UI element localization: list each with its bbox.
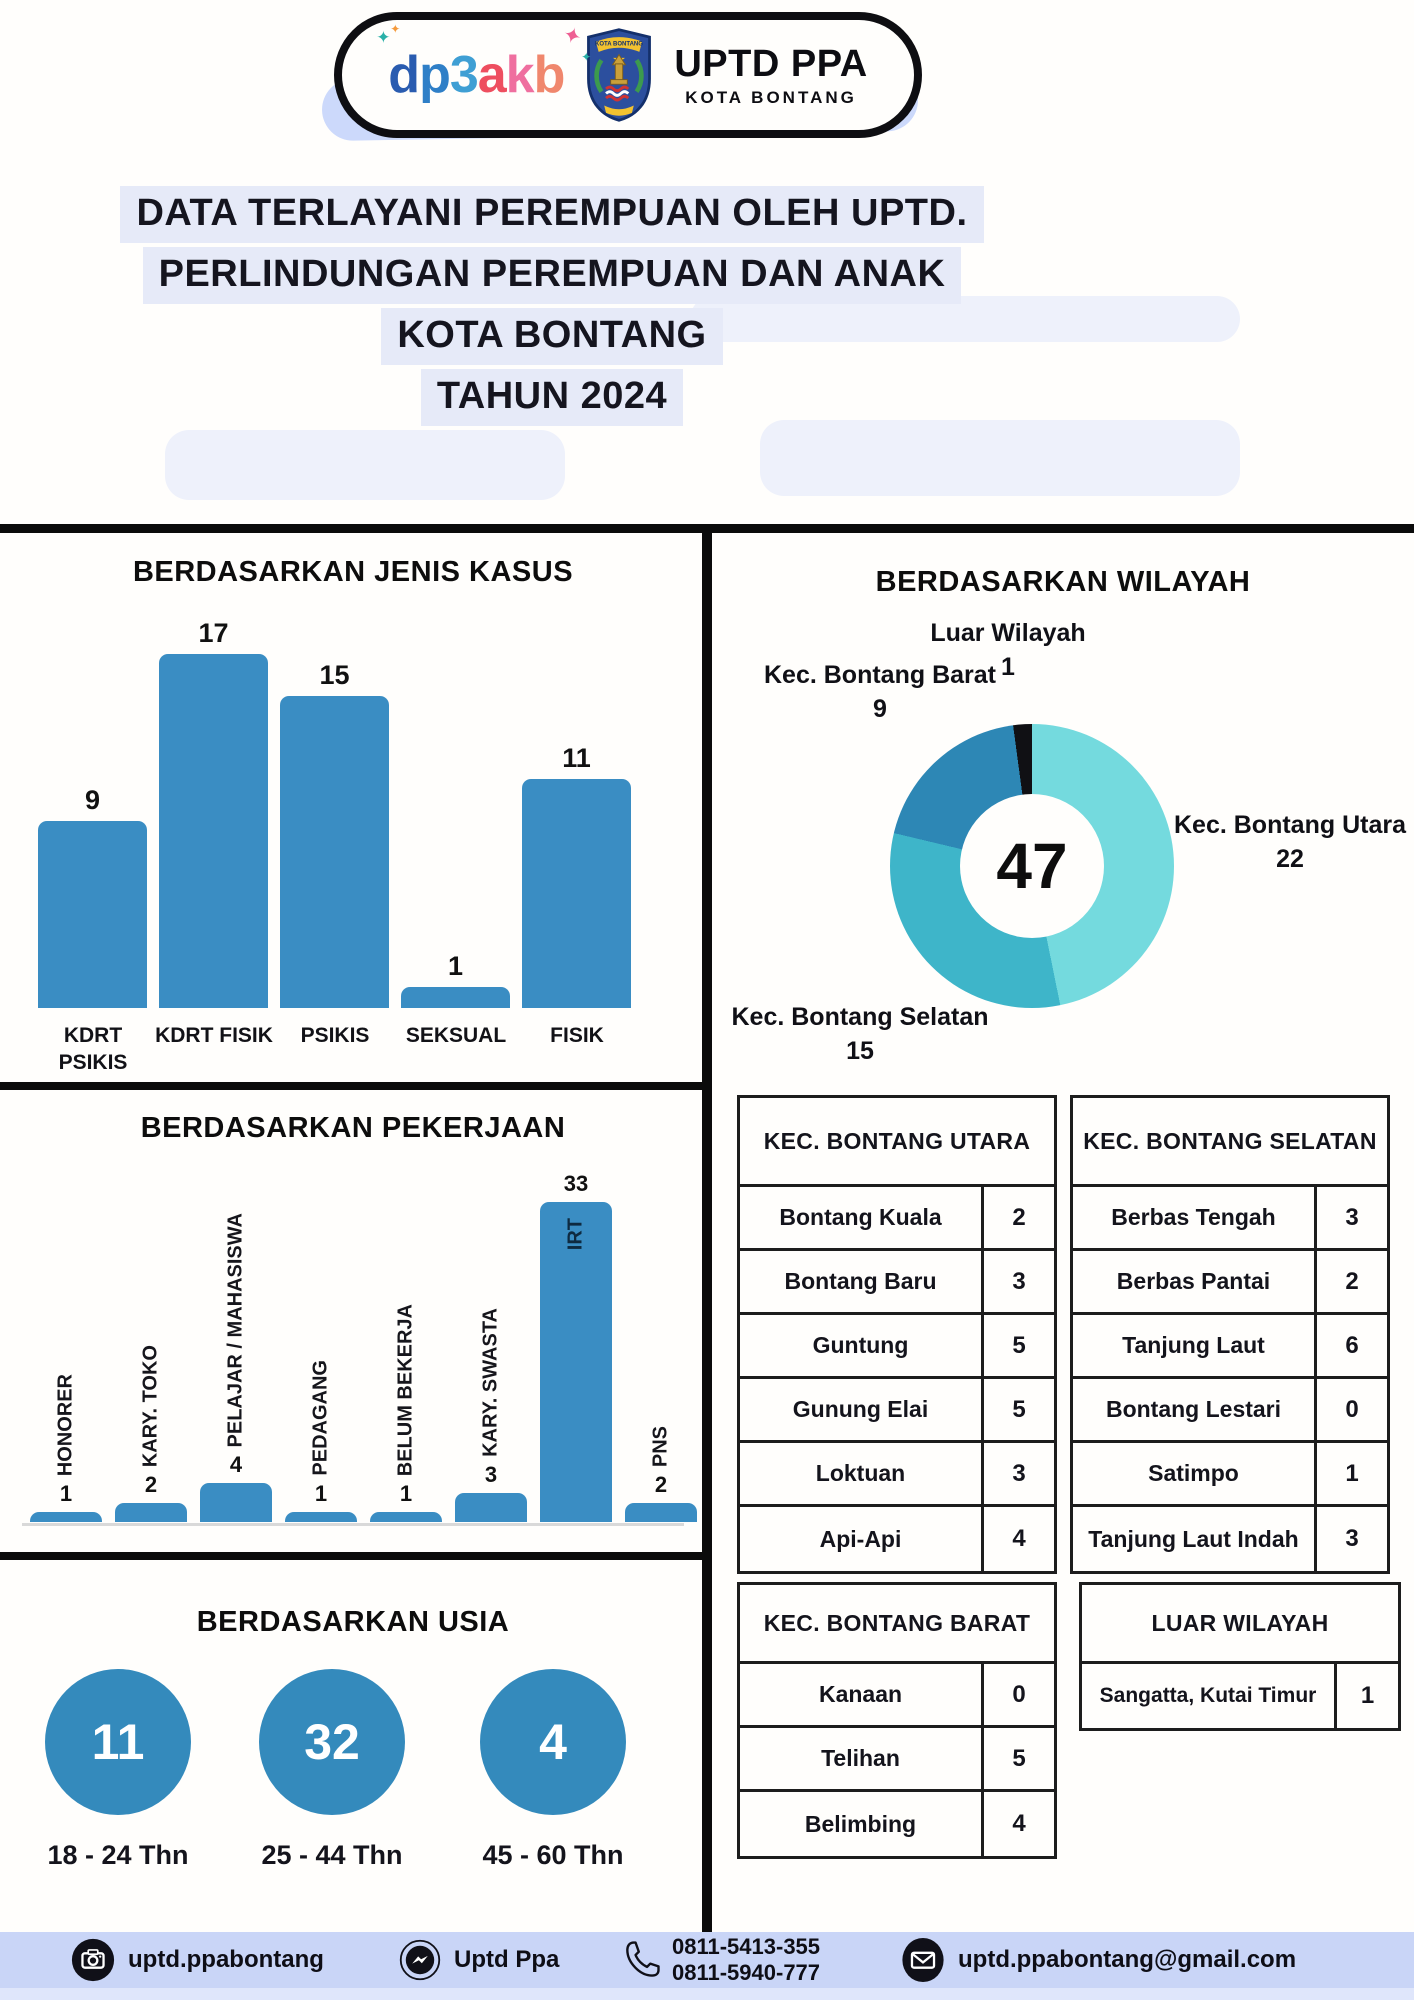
phone-number-2: 0811-5940-777 — [672, 1960, 821, 1985]
row-value: 5 — [981, 1379, 1054, 1440]
table-row — [740, 1443, 1054, 1507]
org-name: UPTD PPA — [674, 42, 868, 85]
table-row — [740, 1251, 1054, 1315]
slice-value: 15 — [846, 1037, 874, 1065]
row-name: Tanjung Laut — [1122, 1332, 1265, 1358]
table-bontang-selatan — [1070, 1095, 1390, 1574]
wilayah-title: BERDASARKAN WILAYAH — [875, 566, 1251, 598]
bar-pns — [625, 1425, 697, 1522]
bar-label: KARY. TOKO — [139, 1344, 162, 1467]
table-row — [740, 1315, 1054, 1379]
instagram-camera-icon — [70, 1937, 116, 1983]
title-deco-strip — [165, 430, 565, 500]
row-name: Telihan — [821, 1745, 900, 1771]
row-name: Kanaan — [818, 1681, 903, 1707]
axis-label: KDRT PSIKIS — [58, 1024, 128, 1074]
table-row — [740, 1379, 1054, 1443]
table-title: LUAR WILAYAH — [1082, 1585, 1398, 1664]
bar-value: 33 — [563, 1171, 589, 1196]
row-value: 3 — [1314, 1187, 1387, 1248]
bar-label: HONORER — [54, 1373, 77, 1476]
bar-kdrt-fisik — [159, 618, 268, 1008]
footer-bottom-strip — [0, 1988, 1414, 2000]
sparkle-icon: ✦ — [559, 20, 584, 51]
table-row — [740, 1664, 1054, 1728]
brand-letter: k — [505, 46, 534, 104]
brand-letter: b — [533, 46, 565, 104]
bar-value: 2 — [144, 1472, 158, 1497]
brand-letter: 3 — [449, 46, 478, 104]
row-value: 3 — [981, 1443, 1054, 1504]
bar-belum-bekerja — [370, 1303, 442, 1522]
row-name: Berbas Tengah — [1111, 1204, 1276, 1230]
axis-label: FISIK — [550, 1024, 604, 1047]
table-luar-wilayah — [1079, 1582, 1401, 1731]
bar-fisik — [522, 743, 631, 1008]
row-value: 3 — [1314, 1507, 1387, 1571]
kota-bontang-emblem-icon — [582, 26, 656, 124]
brand-letter: p — [419, 46, 450, 104]
table-row — [740, 1507, 1054, 1571]
emblem-banner-text: KOTA BONTANG — [595, 41, 644, 48]
sparkle-icon: ✦ — [376, 28, 390, 47]
vertical-divider-line — [702, 524, 712, 1934]
email-address: uptd.ppabontang@gmail.com — [958, 1946, 1297, 1973]
usia-value: 4 — [539, 1714, 567, 1770]
usia-value: 32 — [304, 1714, 360, 1770]
table-bontang-barat — [737, 1582, 1057, 1859]
row-value: 0 — [981, 1664, 1054, 1725]
table-row — [1073, 1507, 1387, 1571]
title-line-4: TAHUN 2024 — [421, 369, 683, 426]
phone-icon — [620, 1938, 664, 1982]
bar-value: 4 — [229, 1452, 243, 1477]
row-name: Bontang Kuala — [779, 1204, 942, 1230]
org-title-block — [674, 42, 868, 107]
slice-label: Kec. Bontang Selatan — [731, 1003, 989, 1031]
bar-value: 3 — [484, 1462, 498, 1487]
table-row — [740, 1792, 1054, 1856]
org-subtitle: KOTA BONTANG — [685, 87, 857, 107]
usia-circle — [480, 1669, 626, 1815]
row-value: 4 — [981, 1507, 1054, 1571]
jenis-kasus-title: BERDASARKAN JENIS KASUS — [132, 556, 574, 588]
row-name: Api-Api — [819, 1525, 902, 1552]
usia-range-label: 18 - 24 Thn — [47, 1840, 189, 1870]
left-divider-line-1 — [0, 1082, 712, 1090]
usia-title: BERDASARKAN USIA — [196, 1606, 510, 1638]
table-row — [1073, 1251, 1387, 1315]
bar-value: 9 — [84, 785, 101, 815]
sparkle-icon: ✦ — [390, 22, 400, 36]
jenis-kasus-chart — [0, 610, 706, 1008]
bar-value: 2 — [654, 1472, 668, 1497]
pekerjaan-title: BERDASARKAN PEKERJAAN — [140, 1112, 566, 1144]
usia-value: 11 — [91, 1714, 145, 1770]
slice-label: Kec. Bontang Barat — [764, 661, 996, 689]
dp3akb-wordmark — [376, 20, 591, 104]
bar-kary-swasta — [455, 1308, 527, 1522]
row-value: 2 — [981, 1187, 1054, 1248]
usia-circle — [259, 1669, 405, 1815]
bar-seksual — [401, 951, 510, 1008]
usia-circle — [45, 1669, 191, 1815]
email-icon — [900, 1937, 946, 1983]
bar-kdrt-psikis — [38, 785, 147, 1008]
pekerjaan-baseline — [22, 1523, 684, 1526]
axis-label: PSIKIS — [300, 1024, 370, 1047]
row-value: 1 — [1334, 1664, 1398, 1728]
row-value: 6 — [1314, 1315, 1387, 1376]
axis-label: SEKSUAL — [405, 1024, 507, 1047]
header-logo-capsule — [334, 12, 922, 138]
bar-value: 15 — [319, 660, 350, 690]
table-row — [1073, 1187, 1387, 1251]
wilayah-total: 47 — [996, 830, 1068, 902]
table-title: KEC. BONTANG BARAT — [740, 1585, 1054, 1664]
slice-value: 1 — [1001, 653, 1015, 681]
row-value: 0 — [1314, 1379, 1387, 1440]
phone-number-1: 0811-5413-355 — [672, 1934, 821, 1959]
bar-label: PELAJAR / MAHASISWA — [224, 1212, 247, 1447]
footer-bar — [0, 1932, 1414, 2000]
title-deco-strip — [760, 420, 1240, 496]
bar-value: 1 — [447, 951, 464, 981]
row-name: Berbas Pantai — [1116, 1268, 1271, 1294]
usia-range-label: 45 - 60 Thn — [482, 1840, 624, 1870]
bar-label: IRT — [564, 1218, 587, 1251]
table-title: KEC. BONTANG UTARA — [740, 1098, 1054, 1187]
bar-pedagang — [285, 1360, 357, 1522]
title-line-3: KOTA BONTANG — [381, 308, 722, 365]
title-line-1: DATA TERLAYANI PEREMPUAN OLEH UPTD. — [120, 186, 983, 243]
usia-range-label: 25 - 44 Thn — [261, 1840, 403, 1870]
row-name: Bontang Baru — [784, 1268, 937, 1294]
wilayah-donut — [890, 724, 1174, 1008]
brand-letter: a — [477, 46, 506, 104]
axis-label: KDRT FISIK — [155, 1024, 273, 1047]
row-name: Tanjung Laut Indah — [1088, 1525, 1299, 1552]
table-row — [1073, 1315, 1387, 1379]
bar-label: PEDAGANG — [309, 1360, 332, 1476]
row-value: 3 — [981, 1251, 1054, 1312]
wilayah-donut-hole — [960, 794, 1104, 938]
row-value: 2 — [1314, 1251, 1387, 1312]
row-name: Sangatta, Kutai Timur — [1099, 1684, 1317, 1707]
row-name: Loktuan — [815, 1460, 906, 1486]
bar-honorer — [30, 1373, 102, 1522]
slice-value: 9 — [873, 695, 887, 723]
row-name: Guntung — [812, 1332, 909, 1358]
row-name: Belimbing — [804, 1810, 917, 1837]
messenger-handle: Uptd Ppa — [454, 1946, 560, 1973]
table-row — [1073, 1443, 1387, 1507]
phone-numbers — [672, 1934, 820, 1986]
slice-label: Kec. Bontang Utara — [1174, 811, 1406, 839]
wilayah-label-barat — [730, 660, 1030, 728]
messenger-icon — [398, 1938, 442, 1982]
brand-letter: d — [388, 46, 420, 104]
pekerjaan-chart — [0, 1171, 706, 1522]
table-row — [740, 1728, 1054, 1792]
title-line-2: PERLINDUNGAN PEREMPUAN DAN ANAK — [143, 247, 962, 304]
table-bontang-utara — [737, 1095, 1057, 1574]
row-name: Satimpo — [1148, 1460, 1239, 1486]
bar-value: 1 — [399, 1481, 413, 1506]
slice-value: 22 — [1276, 845, 1304, 873]
instagram-handle: uptd.ppabontang — [128, 1946, 324, 1973]
row-value: 5 — [981, 1315, 1054, 1376]
bar-pelajar-mahasiswa — [200, 1212, 272, 1522]
table-row — [1082, 1664, 1398, 1728]
sparkle-icon: ✦ — [581, 50, 591, 64]
bar-psikis — [280, 660, 389, 1008]
slice-label: Luar Wilayah — [930, 619, 1086, 647]
row-name: Gunung Elai — [792, 1396, 929, 1422]
bar-label: BELUM BEKERJA — [394, 1303, 417, 1476]
left-divider-line-2 — [0, 1552, 712, 1560]
bar-label: KARY. SWASTA — [479, 1308, 502, 1457]
wilayah-label-selatan — [700, 1002, 1020, 1070]
table-row — [740, 1187, 1054, 1251]
table-row — [1073, 1379, 1387, 1443]
bar-label: PNS — [649, 1425, 672, 1467]
bar-value: 1 — [59, 1481, 73, 1506]
bar-value: 1 — [314, 1481, 328, 1506]
row-value: 4 — [981, 1792, 1054, 1856]
row-value: 5 — [981, 1728, 1054, 1789]
bar-value: 11 — [562, 743, 591, 773]
wilayah-label-utara — [1150, 810, 1414, 878]
bar-value: 17 — [198, 618, 229, 648]
row-name: Bontang Lestari — [1105, 1396, 1282, 1422]
bar-irt — [540, 1171, 612, 1522]
bar-kary-toko — [115, 1344, 187, 1522]
table-title: KEC. BONTANG SELATAN — [1073, 1098, 1387, 1187]
poster-title — [0, 186, 1104, 430]
row-value: 1 — [1314, 1443, 1387, 1504]
